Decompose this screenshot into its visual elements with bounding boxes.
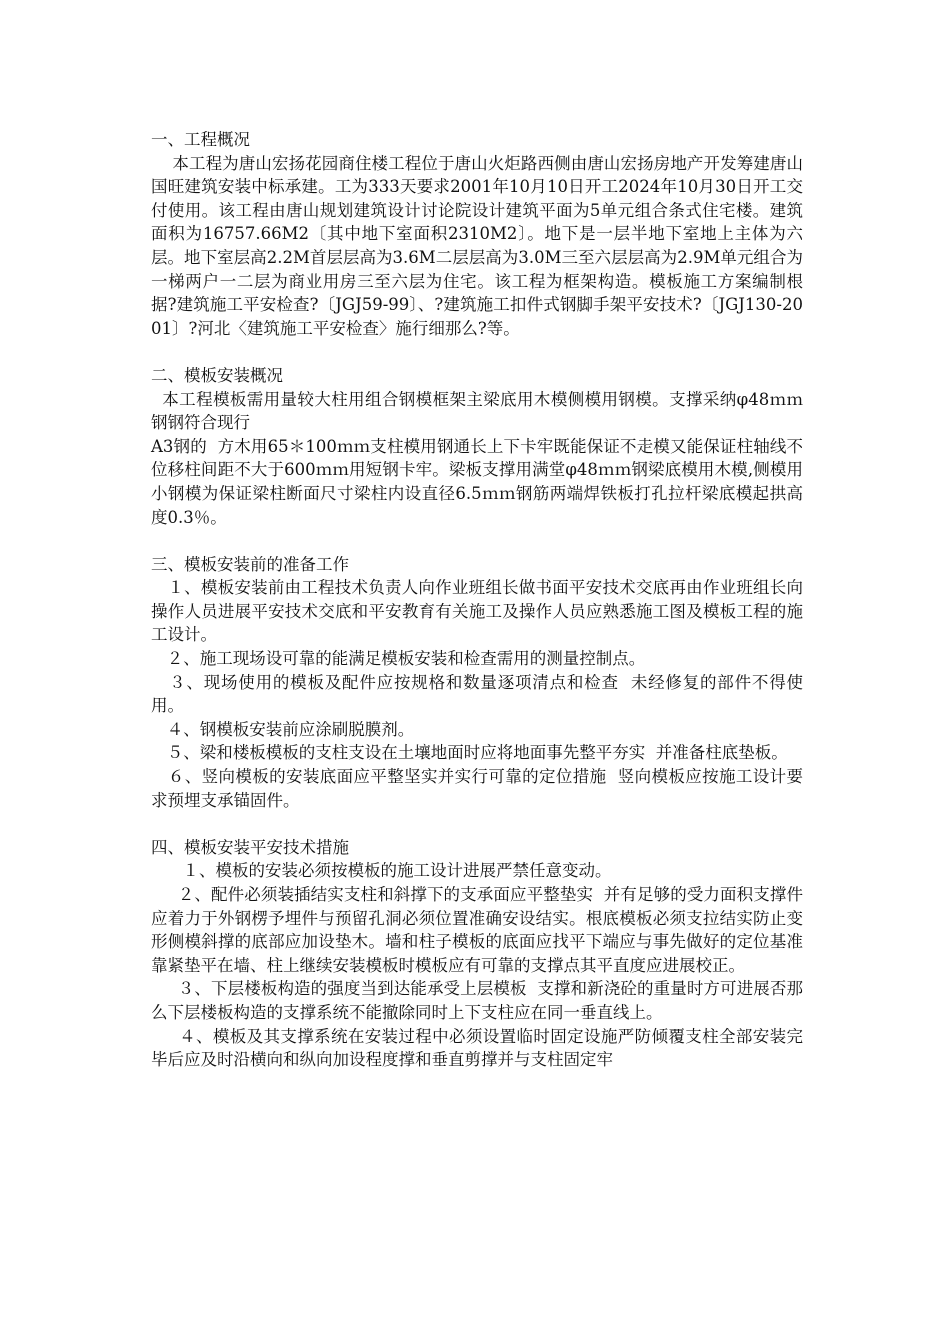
section-project-overview [151,128,803,340]
paragraph: 本工程为唐山宏扬花园商住楼工程位于唐山火炬路西侧由唐山宏扬房地产开发筹建唐山国旺建筑安装中标承建。工为333天要求2001年10月10日开工2024年10月30日开工交付使用。该工程由唐山规划建筑设计讨论院设计建筑平面为5单元组合条式住宅楼。建筑面积为16757.66M2〔其中地下室面积2310M2〕。地下是一层半地下室地上主体为六层。地下室层高2.2M首层层高为3.6M二层层高为3.0M三至六层层高为2.9M单元组合为一梯两户一二层为商业用房三至六层为住宅。该工程为框架构造。模板施工方案编制根据?建筑施工平安检查?〔JGJ59-99〕、?建筑施工扣件式钢脚手架平安技术?〔JGJ130-2001〕?河北〈建筑施工平安检查〉施行细那么?等。 [151,153,803,338]
list-item: １、模板的安装必须按模板的施工设计进展严禁任意变动。 [151,861,612,881]
list-item: ２、配件必须装插结实支柱和斜撑下的支承面应平整垫实 并有足够的受力面积支撑件应着力于外钢楞予埋件与预留孔洞必须位置准确安设结实。根底模板必须支拉结实防止变形侧模斜撑的底部应加设垫木。墙和柱子模板的底面应找平下端应与事先做好的定位基准靠紧垫平在墙、柱上继续安装模板时模板应有可靠的支撑点其平直度应进展校正。 [151,885,803,975]
list-item: ４、钢模板安装前应涂刷脱膜剂。 [151,719,415,739]
list-item: ６、竖向模板的安装底面应平整坚实并实行可靠的定位措施 竖向模板应按施工设计要求预埋支承锚固件。 [151,767,803,810]
paragraph: 本工程模板需用量较大柱用组合钢模框架主梁底用木模侧模用钢模。支撑采纳φ48ｍｍ钢钢符合现行 [151,389,803,433]
section-heading: 二、模板安装概况 [151,365,283,385]
list-item: ３、下层楼板构造的强度当到达能承受上层模板 支撑和新浇砼的重量时方可进展否那么下层楼板构造的支撑系统不能撤除同时上下支柱应在同一垂直线上。 [151,979,803,1022]
section-heading: 三、模板安装前的准备工作 [151,554,349,574]
document-page [151,128,803,1072]
list-item: ４、模板及其支撑系统在安装过程中必须设置临时固定设施严防倾覆支柱全部安装完毕后应及时沿横向和纵向加设程度撑和垂直剪撑并与支柱固定牢 [151,1026,803,1070]
section-safety-measures [151,836,803,1072]
list-item: ２、施工现场设可靠的能满足模板安装和检查需用的测量控制点。 [151,649,646,669]
section-formwork-overview [151,364,803,529]
list-item: ５、梁和楼板模板的支柱支设在土壤地面时应将地面事先整平夯实 并准备柱底垫板。 [151,743,788,763]
list-item: １、模板安装前由工程技术负责人向作业班组长做书面平安技术交底再由作业班组长向操作人员进展平安技术交底和平安教育有关施工及操作人员应熟悉施工图及模板工程的施工设计。 [151,578,803,645]
section-heading: 四、模板安装平安技术措施 [151,837,349,857]
list-item: ３、现场使用的模板及配件应按规格和数量逐项清点和检查 未经修复的部件不得使用。 [151,672,803,716]
paragraph: A3钢的 方木用65＊100ｍｍ支柱模用钢通长上下卡牢既能保证不走模又能保证柱轴线不位移柱间距不大于600ｍｍ用短钢卡牢。梁板支撑用满堂φ48ｍｍ钢梁底模用木模,侧模用小钢模为保证梁柱断面尺寸梁柱内设直径6.5ｍｍ钢筋两端焊铁板打孔拉杆梁底模起拱高度0.3％。 [151,436,803,527]
section-preparation [151,553,803,813]
section-heading: 一、工程概况 [151,130,250,149]
